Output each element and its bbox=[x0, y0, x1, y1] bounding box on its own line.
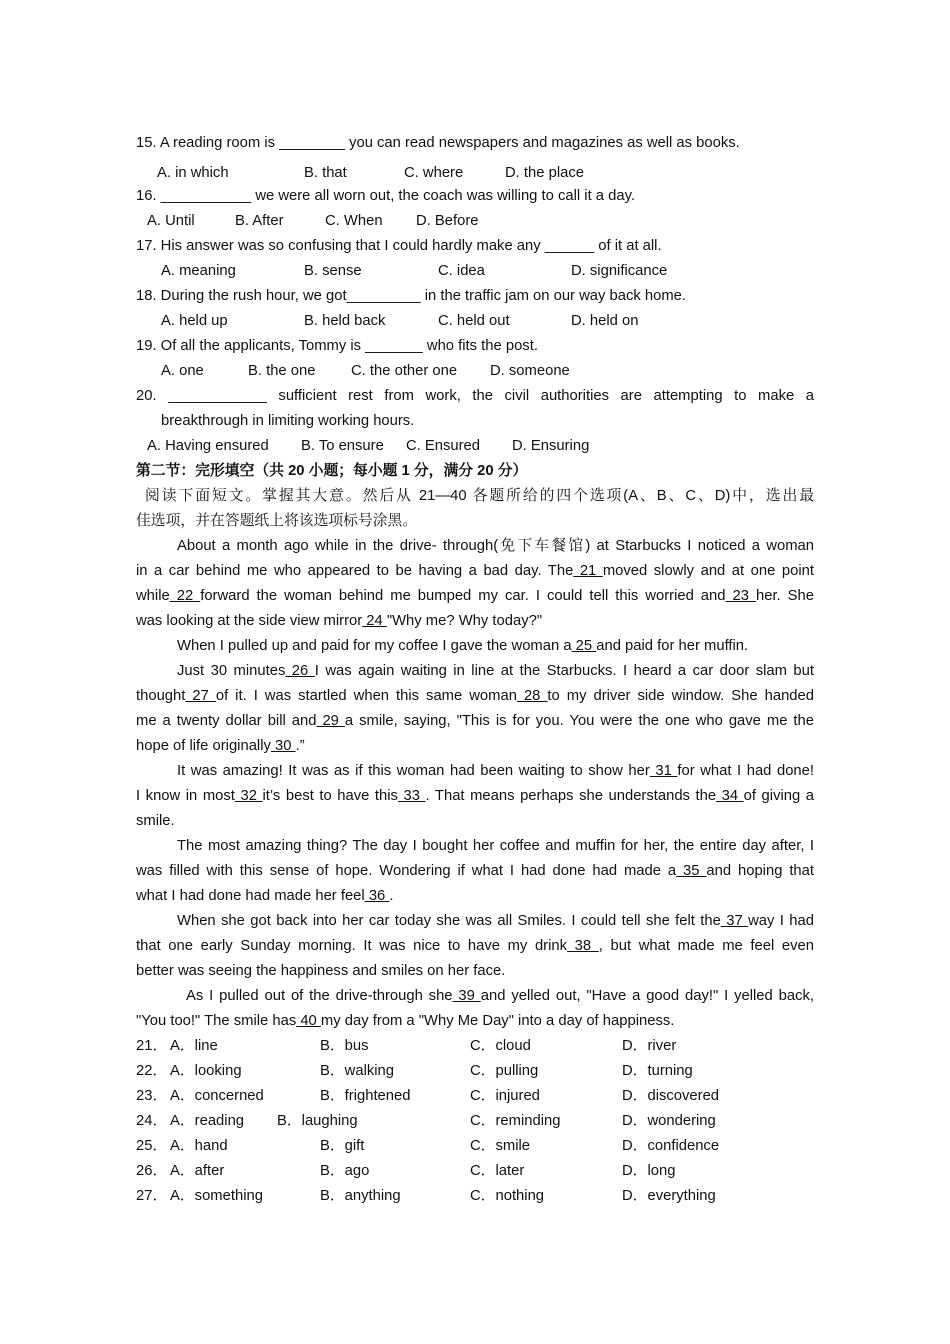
blank-40: 40 bbox=[296, 1013, 321, 1029]
q20-option-b: B. To ensure bbox=[301, 438, 384, 454]
blank-31: 31 bbox=[649, 763, 678, 779]
q18-option-d: D. held on bbox=[571, 313, 639, 329]
passage-p4-line1: It was amazing! It was as if this woman had been waiting to show her 31 for what I had done! bbox=[177, 763, 814, 779]
passage-p6-line1: When she got back into her car today she was all Smiles. I could tell she felt the 37 way I had bbox=[177, 913, 814, 929]
passage-p5-line3: what I had done had made her feel 36 . bbox=[136, 888, 394, 904]
q19-option-d: D. someone bbox=[490, 363, 570, 379]
q15-option-a: A. in which bbox=[157, 165, 229, 181]
passage-p6-line3: better was seeing the happiness and smiles on her face. bbox=[136, 963, 506, 979]
blank-25: 25 bbox=[571, 638, 597, 654]
q16-option-c: C. When bbox=[325, 213, 383, 229]
q17-option-c: C. idea bbox=[438, 263, 485, 279]
question-20-stem-line1: 20. ____________ sufficient rest from work, the civil authorities are attempting to make a bbox=[136, 388, 814, 404]
q19-option-a: A. one bbox=[161, 363, 204, 379]
blank-32: 32 bbox=[234, 788, 263, 804]
q18-option-b: B. held back bbox=[304, 313, 386, 329]
blank-34: 34 bbox=[716, 788, 744, 804]
question-20-stem-line2: breakthrough in limiting working hours. bbox=[161, 413, 415, 429]
passage-p7-line1: As I pulled out of the drive-through she 39 and yelled out, "Have a good day!" I yelled back, bbox=[186, 988, 814, 1004]
question-18-stem: 18. During the rush hour, we got_________ in the traffic jam on our way back home. bbox=[136, 288, 687, 304]
passage-p1-line1: About a month ago while in the drive- through(免下车餐馆) at Starbucks I noticed a woman bbox=[177, 538, 814, 554]
blank-37: 37 bbox=[720, 913, 749, 929]
blank-39: 39 bbox=[452, 988, 481, 1004]
q16-option-a: A. Until bbox=[147, 213, 195, 229]
passage-p2: When I pulled up and paid for my coffee I gave the woman a 25 and paid for her muffin. bbox=[177, 638, 749, 654]
passage-p3-line2: thought 27 of it. I was startled when this same woman 28 to my driver side window. She handed bbox=[136, 688, 814, 704]
passage-p4-line2: I know in most 32 it’s best to have this 33 . That means perhaps she understands the 34 of giving a bbox=[136, 788, 814, 804]
section-instruction-line2: 佳选项，并在答题纸上将该选项标号涂黑。 bbox=[136, 513, 418, 529]
passage-p4-line3: smile. bbox=[136, 813, 175, 829]
q18-option-a: A. held up bbox=[161, 313, 228, 329]
blank-24: 24 bbox=[362, 613, 387, 629]
blank-28: 28 bbox=[516, 688, 548, 704]
passage-p5-line1: The most amazing thing? The day I bought her coffee and muffin for her, the entire day after, I bbox=[177, 838, 814, 854]
blank-26: 26 bbox=[285, 663, 315, 679]
blank-22: 22 bbox=[169, 588, 201, 604]
q16-option-b: B. After bbox=[235, 213, 284, 229]
q15-option-b: B. that bbox=[304, 165, 347, 181]
q20-option-d: D. Ensuring bbox=[512, 438, 590, 454]
passage-p3-line1: Just 30 minutes 26 I was again waiting in line at the Starbucks. I heard a car door slam but bbox=[177, 663, 814, 679]
q17-option-b: B. sense bbox=[304, 263, 362, 279]
blank-29: 29 bbox=[316, 713, 345, 729]
section-instruction-line1: 阅读下面短文。掌握其大意。然后从 21—40 各题所给的四个选项(A、B、C、D)中，选出最 bbox=[145, 488, 814, 504]
q19-option-b: B. the one bbox=[248, 363, 316, 379]
blank-23: 23 bbox=[725, 588, 756, 604]
question-15-stem: 15. A reading room is ________ you can read newspapers and magazines as well as books. bbox=[136, 135, 740, 151]
passage-p6-line2: that one early Sunday morning. It was nice to have my drink 38 , but what made me feel even bbox=[136, 938, 814, 954]
passage-p3-line4: hope of life originally 30 .” bbox=[136, 738, 305, 754]
question-19-stem: 19. Of all the applicants, Tommy is _______ who fits the post. bbox=[136, 338, 538, 354]
q20-option-a: A. Having ensured bbox=[147, 438, 269, 454]
blank-33: 33 bbox=[397, 788, 426, 804]
q17-option-a: A. meaning bbox=[161, 263, 236, 279]
blank-35: 35 bbox=[676, 863, 707, 879]
blank-27: 27 bbox=[185, 688, 216, 704]
passage-p1-line4: was looking at the side view mirror 24 "Why me? Why today?" bbox=[136, 613, 543, 629]
q18-option-c: C. held out bbox=[438, 313, 510, 329]
q15-option-d: D. the place bbox=[505, 165, 584, 181]
q15-option-c: C. where bbox=[404, 165, 464, 181]
passage-p1-line3: while 22 forward the woman behind me bumped my car. I could tell this worried and 23 her. She bbox=[136, 588, 814, 604]
question-17-stem: 17. His answer was so confusing that I could hardly make any ______ of it at all. bbox=[136, 238, 662, 254]
blank-36: 36 bbox=[364, 888, 390, 904]
passage-p7-line2: "You too!" The smile has 40 my day from a "Why Me Day" into a day of happiness. bbox=[136, 1013, 675, 1029]
q17-option-d: D. significance bbox=[571, 263, 668, 279]
passage-p5-line2: was filled with this sense of hope. Wondering if what I had done had made a 35 and hoping that bbox=[136, 863, 814, 879]
blank-38: 38 bbox=[567, 938, 599, 954]
passage-p3-line3: me a twenty dollar bill and 29 a smile, saying, "This is for you. You were the one who gave me the bbox=[136, 713, 814, 729]
blank-21: 21 bbox=[573, 563, 603, 579]
passage-p1-line2: in a car behind me who appeared to be having a bad day. The 21 moved slowly and at one point bbox=[136, 563, 814, 579]
q20-option-c: C. Ensured bbox=[406, 438, 481, 454]
section-title: 第二节：完形填空（共 20 小题；每小题 1 分，满分 20 分） bbox=[136, 463, 528, 479]
q19-option-c: C. the other one bbox=[351, 363, 458, 379]
question-16-stem: 16. ___________ we were all worn out, the coach was willing to call it a day. bbox=[136, 188, 636, 204]
q16-option-d: D. Before bbox=[416, 213, 479, 229]
blank-30: 30 bbox=[270, 738, 296, 754]
